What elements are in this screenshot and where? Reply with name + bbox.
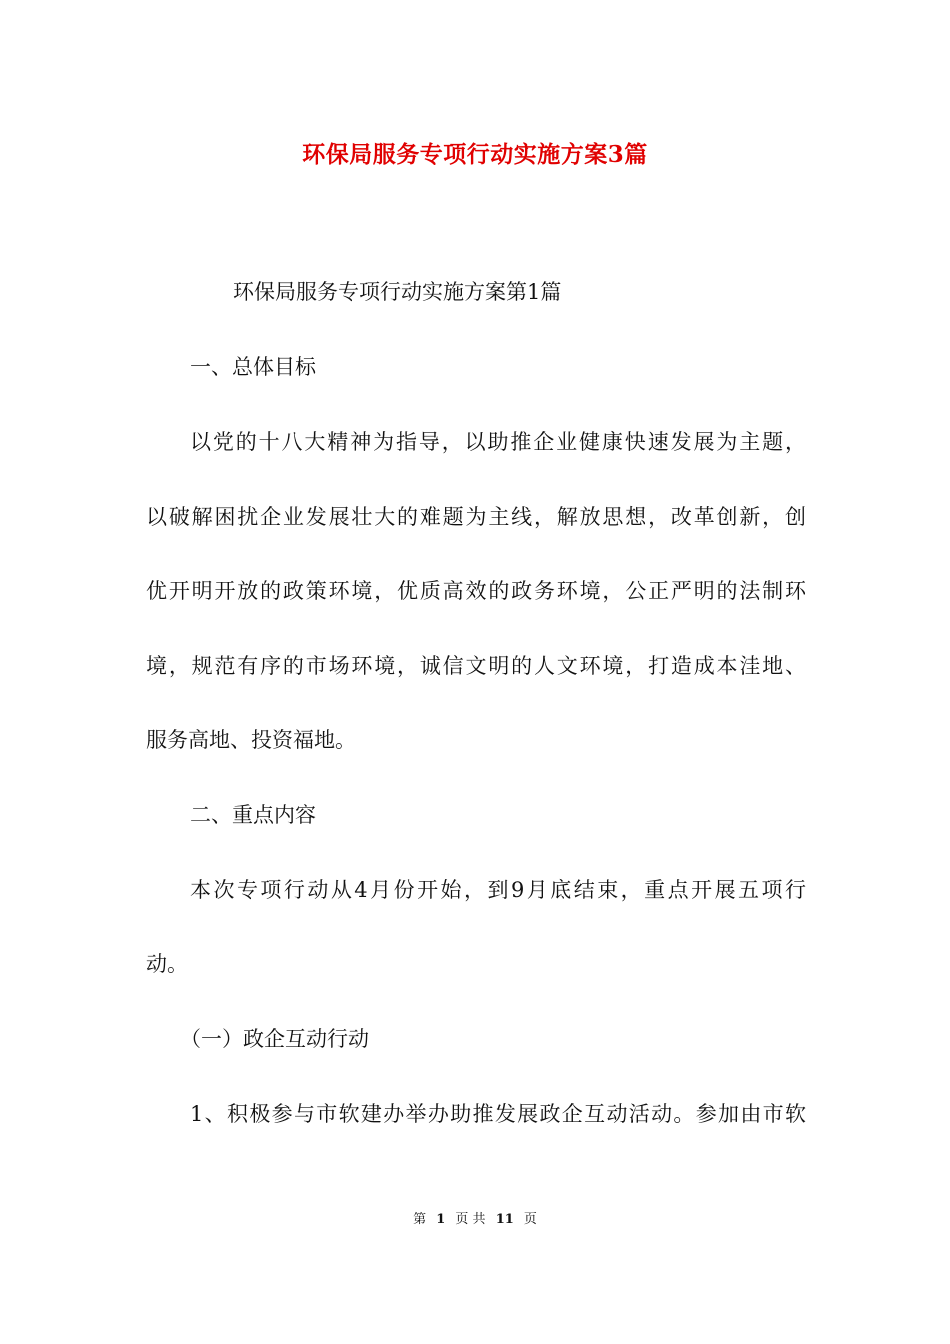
page-footer: [0, 1208, 950, 1227]
subheading-interaction-action: （一）政企互动行动: [180, 1027, 369, 1051]
paragraph-line: 以党的十八大精神为指导，以助推企业健康快速发展为主题，: [190, 430, 806, 454]
paragraph-line: 动。: [146, 952, 188, 976]
paragraph-line: 1、积极参与市软建办举办助推发展政企互动活动。参加由市软: [190, 1102, 806, 1126]
paragraph-line: 服务高地、投资福地。: [146, 728, 356, 752]
document-title: 环保局服务专项行动实施方案3篇: [302, 141, 648, 168]
footer-prefix: 第: [413, 1212, 427, 1227]
footer-suffix: 页: [523, 1212, 537, 1227]
heading-key-content: 二、重点内容: [190, 803, 316, 827]
paragraph-line: 以破解困扰企业发展壮大的难题为主线，解放思想，改革创新，创: [146, 505, 806, 529]
footer-total-pages: 11: [495, 1212, 514, 1227]
paragraph-line: 本次专项行动从4月份开始，到9月底结束，重点开展五项行: [190, 878, 806, 902]
paragraph-line: 境，规范有序的市场环境，诚信文明的人文环境，打造成本洼地、: [146, 654, 806, 678]
footer-middle: 页 共: [455, 1212, 486, 1227]
paragraph-line: 优开明开放的政策环境，优质高效的政务环境，公正严明的法制环: [146, 579, 806, 603]
section-heading-part-1: 环保局服务专项行动实施方案第1篇: [233, 280, 562, 304]
footer-current-page: 1: [436, 1212, 446, 1227]
heading-overall-goal: 一、总体目标: [190, 355, 316, 379]
